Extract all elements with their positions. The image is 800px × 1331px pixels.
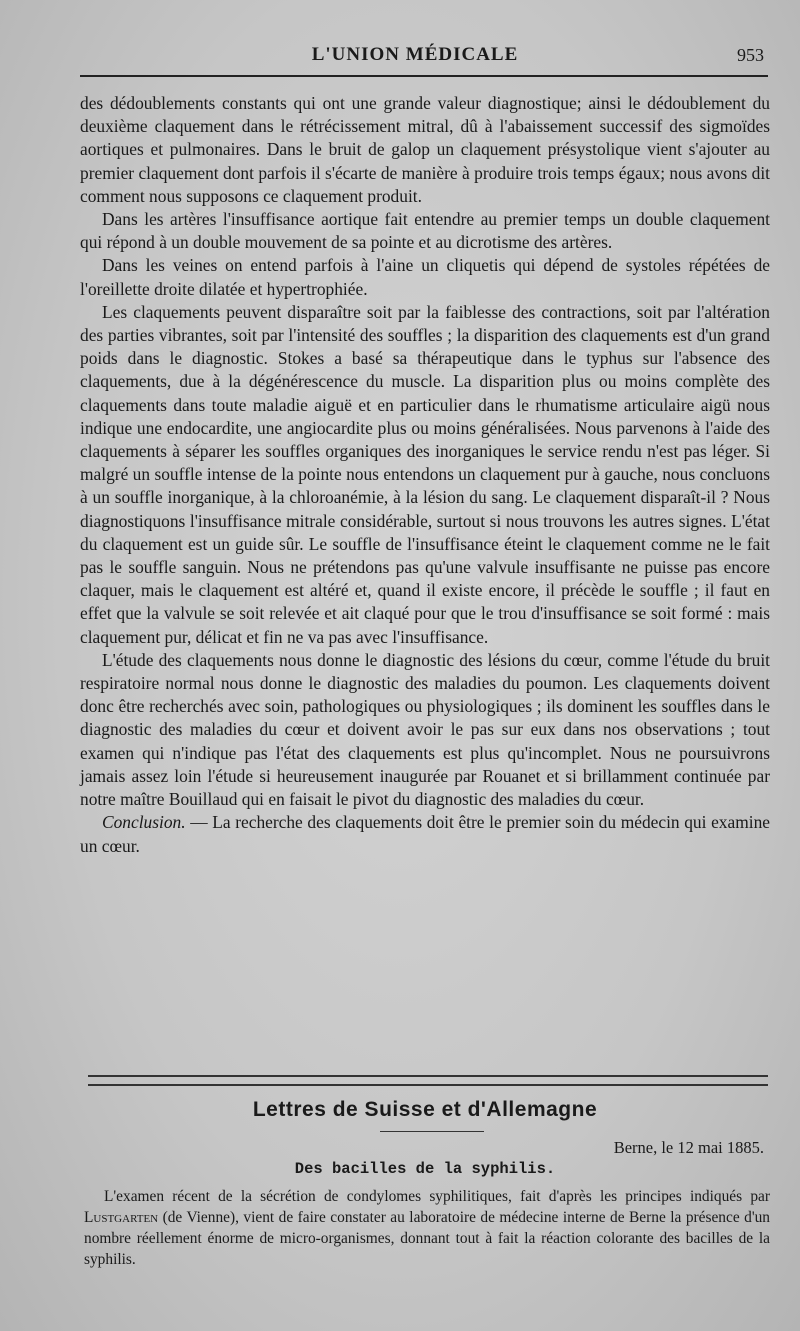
paragraph: L'étude des claquements nous donne le diagnostic des lésions du cœur, comme l'étude du bruit respiratoire normal nous donne le diagnostic des maladies du poumon. Les claquements doivent donc être recherchés avec soin, pathologiques ou physiologiques ; ils dominent les souffles dans le diagnostic des maladies du cœur et doivent avoir le pas sur eux dans nos observations ; tout examen qui n'indique pas l'état des claquements est plus qu'incomplet. Nous ne poursuivrons jamais assez loin l'étude si heureusement inaugurée par Rouanet et si brillamment continuée par notre maître Bouillaud qui en faisait le pivot du diagnostic des maladies du cœur.	[80, 649, 770, 810]
section-title: Lettres de Suisse et d'Allemagne	[252, 1098, 598, 1121]
paragraph: Les claquements peuvent disparaître soit par la faiblesse des contractions, soit par l'altération des parties vibrantes, soit par l'intensité des souffles ; la disparition des claquements est d'un grand poids dans le diagnostic. Stokes a basé sa thérapeutique dans le typhus sur l'absence des claquements, due à la dégénérescence du muscle. La disparition plus ou moins complète des claquements dans toute maladie aiguë et en particulier dans le rhumatisme articulaire aigü nous indique une endocardite, une angiocardite plus ou moins généralisées. Nous parvenons à l'aide des claquements à séparer les souffles organiques des inorganiques le service rendu n'est pas léger. Si malgré un souffle intense de la pointe nous entendons un claquement pur à gauche, nous concluons à un souffle inorganique, à la chloroanémie, à la lésion du sang. Le claquement disparaît-il ? Nous diagnostiquons l'insuffisance mitrale considérable, surtout si nous trouvons les autres signes. L'état du claquement est un guide sûr. Le souffle de l'insuffisance éteint le claquement comme ne le fait pas le souffle sanguin. Nous ne prétendons pas qu'une valvule insuffisante ne puisse pas encore claquer, mais le claquement est altéré et, quand il existe encore, il précède le souffle ; il faut en effet que la valvule se soit relevée et ait claqué pour que le trou d'insuffisance se soit formé : mais claquement pur, délicat et fin ne va pas avec l'insuffisance.	[80, 301, 770, 647]
intro-after: (de Vienne), vient de faire constater au laboratoire de médecine interne de Berne la présence d'un nombre réellement énorme de micro-organismes, donnant tout à fait la réaction colorante des bacilles de la syphilis.	[84, 1209, 770, 1268]
paragraph: des dédoublements constants qui ont une grande valeur diagnostique; ainsi le dédoublement du deuxième claquement dans le rétrécissement mitral, dû à l'abaissement successif des sigmoïdes aortiques et pulmonaires. Dans le bruit de galop un claquement présystolique vient s'ajouter au premier claquement dont parfois il s'écarte de manière à produire trois temps égaux; nous avons dit comment nous supposons ce claquement produit.	[80, 93, 770, 206]
intro-before: L'examen récent de la sécrétion de condylomes syphilitiques, fait d'après les principes indiqués par	[104, 1188, 770, 1205]
article-body	[80, 92, 770, 858]
conclusion-text: — La recherche des claquements doit être le premier soin du médecin qui examine un cœur.	[80, 812, 770, 856]
paragraph: Dans les veines on entend parfois à l'aine un cliquetis qui dépend de systoles répétées de l'oreillette droite dilatée et hypertrophiée.	[80, 255, 770, 299]
header-rule	[80, 75, 768, 77]
subsection-title: Des bacilles de la syphilis.	[294, 1160, 556, 1178]
running-title: L'UNION MÉDICALE	[311, 44, 519, 65]
dateline: Berne, le 12 mai 1885.	[613, 1138, 764, 1157]
conclusion-paragraph	[80, 811, 770, 857]
author-name: Lustgarten	[84, 1209, 159, 1226]
paragraph	[84, 1186, 770, 1270]
section-divider	[88, 1075, 768, 1086]
section-title-rule	[380, 1131, 484, 1132]
page-header	[60, 44, 770, 74]
section-body	[84, 1186, 770, 1270]
paragraph: Dans les artères l'insuffisance aortique fait entendre au premier temps un double claquement qui répond à un double mouvement de sa pointe et au dicrotisme des artères.	[80, 209, 770, 253]
conclusion-label: Conclusion.	[102, 812, 186, 833]
page-number: 953	[737, 45, 764, 65]
